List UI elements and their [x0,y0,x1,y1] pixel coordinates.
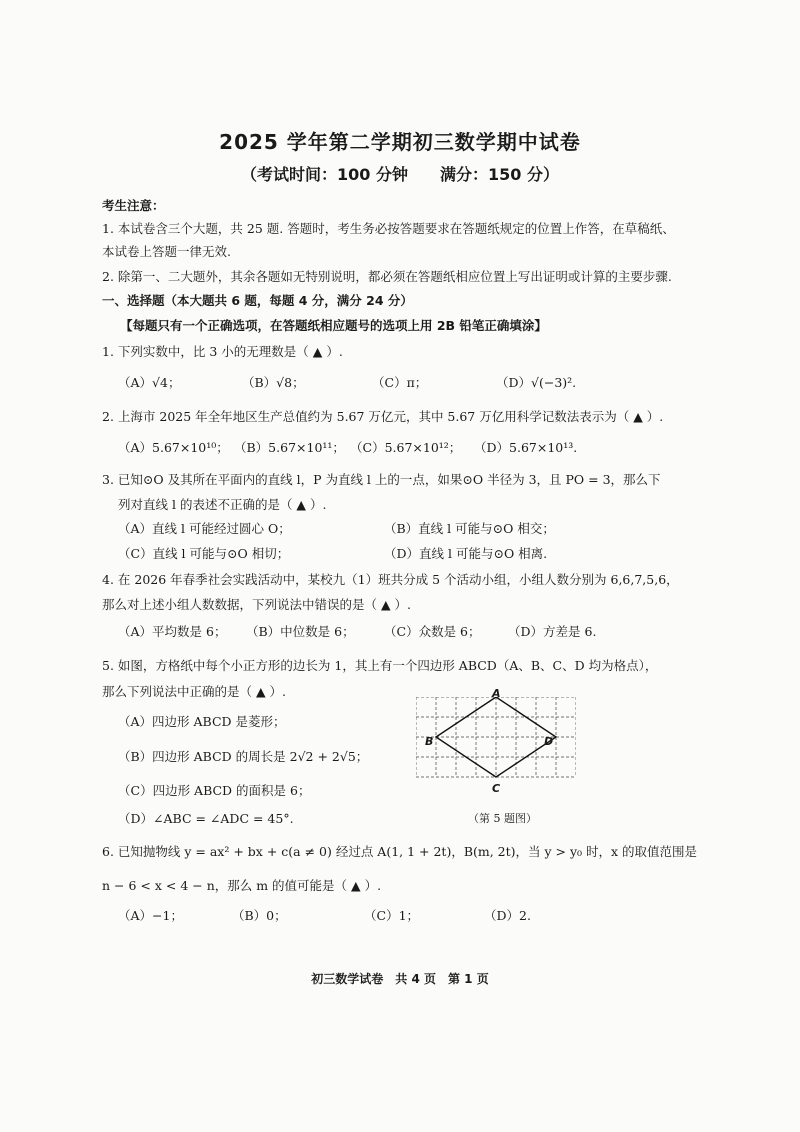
question-2-option-b: （B）5.67×10¹¹； [234,440,345,455]
section-instruction: 【每题只有一个正确选项，在答题纸相应题号的选项上用 2B 铅笔正确填涂】 [120,318,547,333]
question-5-option-a: （A）四边形 ABCD 是菱形； [118,714,286,729]
question-4-option-b: （B）中位数是 6； [246,624,355,639]
question-6-option-c: （C）1； [364,908,420,923]
question-6-stem: 6. 已知抛物线 y = ax² + bx + c(a ≠ 0) 经过点 A(1, 1 + 2t)，B(m, 2t)，当 y > y₀ 时，x 的取值范围是 [102,844,698,859]
question-6-option-d: （D）2. [484,908,531,923]
question-5-option-c: （C）四边形 ABCD 的面积是 6； [118,783,311,798]
figure-caption: （第 5 题图） [468,812,537,825]
question-1-option-b: （B）√8； [242,375,305,390]
question-3-option-b: （B）直线 l 可能与⊙O 相交； [384,521,555,536]
question-1-option-d: （D）√(−3)². [496,375,577,390]
question-4-stem: 4. 在 2026 年春季社会实践活动中，某校九（1）班共分成 5 个活动小组，小组人数分别为 6,6,7,5,6， [102,572,679,587]
page-footer: 初三数学试卷 共 4 页 第 1 页 [311,972,489,986]
notice-item-2: 2. 除第一、二大题外，其余各题如无特别说明，都必须在答题纸相应位置上写出证明或计算的主要步骤. [102,269,672,284]
question-1-option-a: （A）√4； [118,375,181,390]
question-1-stem: 1. 下列实数中，比 3 小的无理数是（ ▲ ）. [102,344,343,359]
question-4-option-a: （A）平均数是 6； [118,624,227,639]
question-5-stem-cont: 那么下列说法中正确的是（ ▲ ）. [102,684,287,699]
exam-info: （考试时间：100 分钟 满分：150 分） [241,165,559,184]
question-2-option-d: （D）5.67×10¹³. [474,440,578,455]
question-6-stem-cont: n − 6 < x < 4 − n，那么 m 的值可能是（ ▲ ）. [102,878,382,893]
notice-item-1-cont: 本试卷上答题一律无效. [102,244,231,259]
question-2-stem: 2. 上海市 2025 年全年地区生产总值约为 5.67 万亿元，其中 5.67 万亿用科学记数法表示为（ ▲ ）. [102,409,664,424]
page-title: 2025 学年第二学期初三数学期中试卷 [219,130,581,154]
question-1-option-c: （C）π； [372,375,428,390]
question-3-stem: 3. 已知⊙O 及其所在平面内的直线 l，P 为直线 l 上的一点，如果⊙O 半径为 3，且 PO = 3，那么下 [102,472,661,487]
question-5-stem: 5. 如图，方格纸中每个小正方形的边长为 1，其上有一个四边形 ABCD（A、B、C、D 均为格点）， [102,658,658,673]
vertex-label-c: C [492,782,501,795]
question-3-stem-cont: 列对直线 l 的表述不正确的是（ ▲ ）. [118,497,327,512]
question-6-option-b: （B）0； [232,908,287,923]
question-2-option-a: （A）5.67×10¹⁰； [118,440,229,455]
question-5-option-d: （D）∠ABC = ∠ADC = 45°. [118,811,294,826]
question-4-stem-cont: 那么对上述小组人数数据，下列说法中错误的是（ ▲ ）. [102,597,412,612]
question-3-option-a: （A）直线 l 可能经过圆心 O； [118,521,291,536]
notice-heading: 考生注意： [102,198,165,213]
question-2-option-c: （C）5.67×10¹²； [350,440,462,455]
vertex-label-d: D [544,735,554,748]
question-3-option-d: （D）直线 l 可能与⊙O 相离. [384,546,548,561]
section-heading: 一、选择题（本大题共 6 题，每题 4 分，满分 24 分） [102,293,413,308]
vertex-label-b: B [425,735,434,748]
question-6-option-a: （A）−1； [118,908,183,923]
question-3-option-c: （C）直线 l 可能与⊙O 相切； [118,546,290,561]
vertex-label-a: A [492,687,501,700]
question-4-option-d: （D）方差是 6. [508,624,597,639]
notice-item-1: 1. 本试卷含三个大题，共 25 题. 答题时，考生务必按答题要求在答题纸规定的位置上作答，在草稿纸、 [102,221,675,236]
question-4-option-c: （C）众数是 6； [384,624,481,639]
question-5-option-b: （B）四边形 ABCD 的周长是 2√2 + 2√5； [118,749,369,764]
